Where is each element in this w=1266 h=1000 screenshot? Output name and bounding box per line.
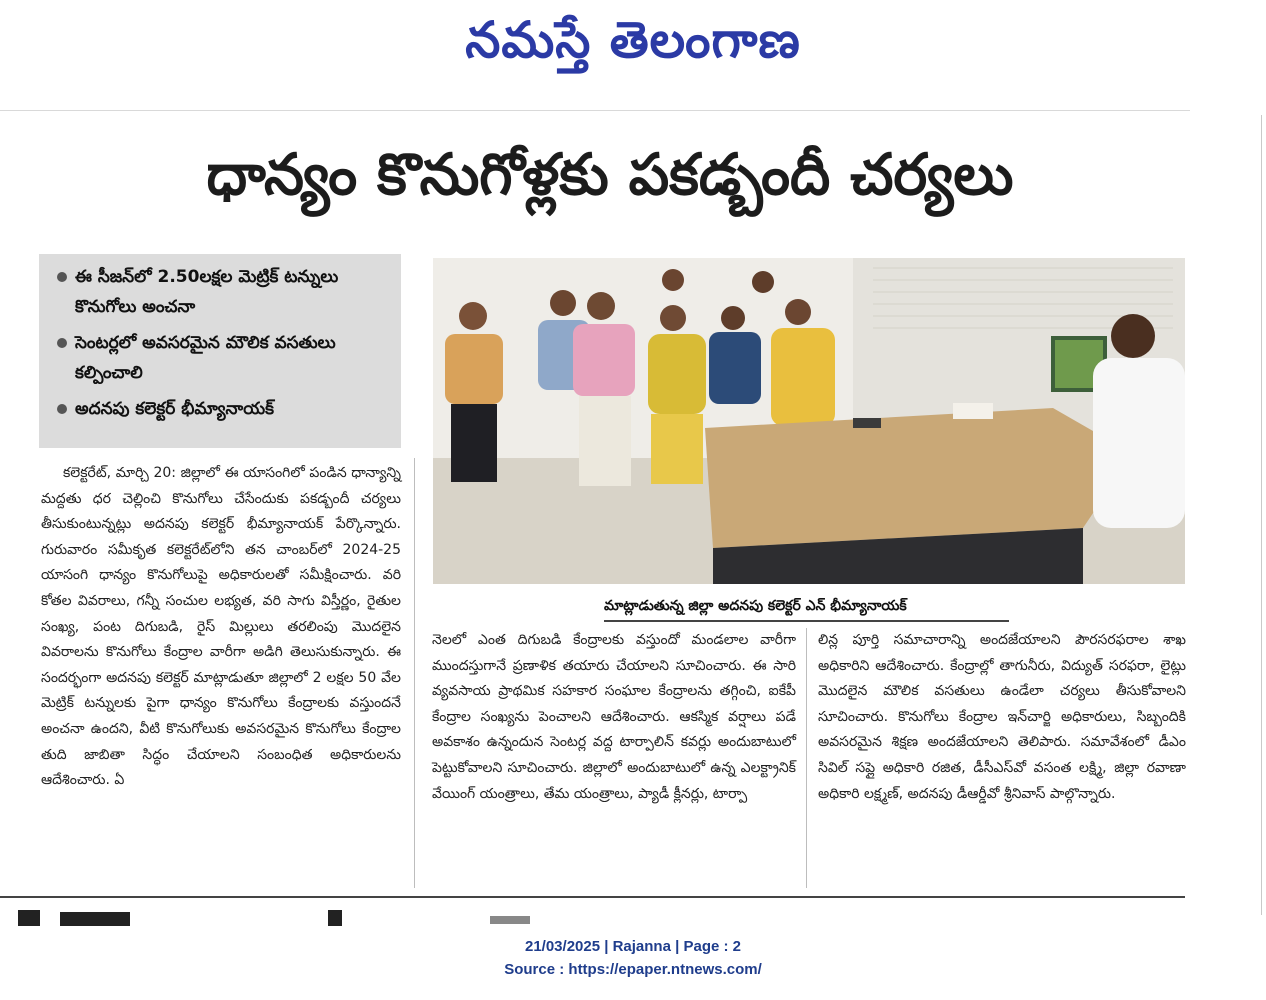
column-divider: [414, 458, 415, 888]
top-divider: [0, 110, 1190, 111]
next-article-fragment: [490, 916, 530, 924]
highlight-text: సెంటర్లలో అవసరమైన మౌలిక వసతులు కల్పించాలి: [75, 333, 336, 383]
page-edge-line: [1261, 115, 1262, 915]
next-article-fragment: [18, 910, 40, 926]
next-article-fragment: [328, 910, 342, 926]
meeting-photo: [433, 258, 1185, 584]
edition-info: 21/03/2025 | Rajanna | Page : 2: [524, 938, 741, 955]
bullet-icon: [57, 404, 67, 414]
article-body-column-3: లిన్ల పూర్తి సమాచారాన్ని అందజేయాలని పౌరసరఫరాల శాఖ అధికారిని ఆదేశించారు. కేంద్రాల్లో తాగునీరు, విద్యుత్ సరఫరా, లైట్లు మొదలైన మౌలిక వసతులు ఉండేలా చర్యలు తీసుకోవాలని సూచించారు. కొనుగోలు కేంద్రాల ఇన్‌చార్జి అధికారులు, సిబ్బందికి అవసరమైన శిక్షణ అందజేయాలని తెలిపారు. సమావేశంలో డీఎం సివిల్ సప్లై అధికారి రజిత, డీసీఎస్‌వో వసంత లక్ష్మి, జిల్లా రవాణా అధికారి లక్ష్మణ్, అదనపు డీఆర్డీవో శ్రీనివాస్ పాల్గొన్నారు.: [818, 632, 1186, 802]
next-article-fragment: [60, 912, 130, 926]
bullet-icon: [57, 338, 67, 348]
masthead-logo: నమస్తే తెలంగాణ: [465, 11, 801, 69]
article-body-column-1: కలెక్టరేట్, మార్చి 20: జిల్లాలో ఈ యాసంగిలో పండిన ధాన్యాన్ని మద్దతు ధర చెల్లించి కొనుగోలు చేసేందుకు పకడ్బందీ చర్యలు తీసుకుంటున్నట్లు అదనపు కలెక్టర్ భీమ్యానాయక్ పేర్కొన్నారు. గురువారం సమీకృత కలెక్టరేట్‌లోని తన చాంబర్‌లో 2024-25 యాసంగి ధాన్యం కొనుగోలుపై అధికారులతో సమీక్షించారు. వరి కోతల వివరాలు, గన్నీ సంచుల లభ్యత, వరి సాగు విస్తీర్ణం, రైతుల సంఖ్య, పంట దిగుబడి, రైస్ మిల్లులు తరలింపు మొదలైన వివరాలను కొనుగోలు కేంద్రాల వారీగా అడిగి తెలుసుకున్నారు. ఈ సందర్భంగా అదనపు కలెక్టర్ మాట్లాడుతూ జిల్లాలో 2 లక్షల 50 వేల మెట్రిక్ టన్నులకు పైగా ధాన్యం కొనుగోలు కేంద్రాలకు వస్తుందనే అంచనా ఉందని, వీటి కొనుగోలుకు అవసరమైన కొనుగోలు కేంద్రాల తుది జాబితా సిద్ధం చేయాలని సంబంధిత అధికారులను ఆదేశించారు. ఏ: [41, 465, 401, 789]
bottom-divider: [0, 896, 1185, 898]
highlights-box: [39, 254, 401, 448]
column-divider: [806, 628, 807, 888]
article-headline: ధాన్యం కొనుగోళ్లకు పకడ్బందీ చర్యలు: [206, 142, 1014, 208]
highlight-text: అదనపు కలెక్టర్ భీమ్యానాయక్: [75, 399, 274, 419]
highlight-item: [57, 262, 391, 322]
meeting-photo-illustration: [433, 258, 1185, 584]
highlight-item: [57, 394, 391, 424]
bullet-icon: [57, 272, 67, 282]
article-body-column-2: నెలలో ఎంత దిగుబడి కేంద్రాలకు వస్తుందో మండలాల వారీగా ముందస్తుగానే ప్రణాళిక తయారు చేయాలని సూచించారు. ఈ సారి వ్యవసాయ ప్రాథమిక సహకార సంఘాల కేంద్రాలను తగ్గించి, ఐకేపీ కేంద్రాల సంఖ్యను పెంచాలని ఆదేశించారు. ఆకస్మిక వర్షాలు పడే అవకాశం ఉన్నందున సెంటర్ల వద్ద టార్పాలిన్ కవర్లు అందుబాటులో పెట్టుకోవాలని సూచించారు. జిల్లాలో అందుబాటులో ఉన్న ఎలక్ట్రానిక్ వేయింగ్ యంత్రాలు, తేమ యంత్రాలు, ప్యాడీ క్లీనర్లు, టార్పా: [432, 632, 796, 802]
source-link[interactable]: Source : https://epaper.ntnews.com/: [504, 961, 762, 978]
photo-caption: మాట్లాడుతున్న జిల్లా అదనపు కలెక్టర్ ఎన్ భీమ్యానాయక్: [604, 592, 1009, 622]
highlight-item: [57, 328, 391, 388]
highlight-text: ఈ సీజన్‌లో 2.50లక్షల మెట్రిక్ టన్నులు కొనుగోలు అంచనా: [75, 267, 339, 317]
